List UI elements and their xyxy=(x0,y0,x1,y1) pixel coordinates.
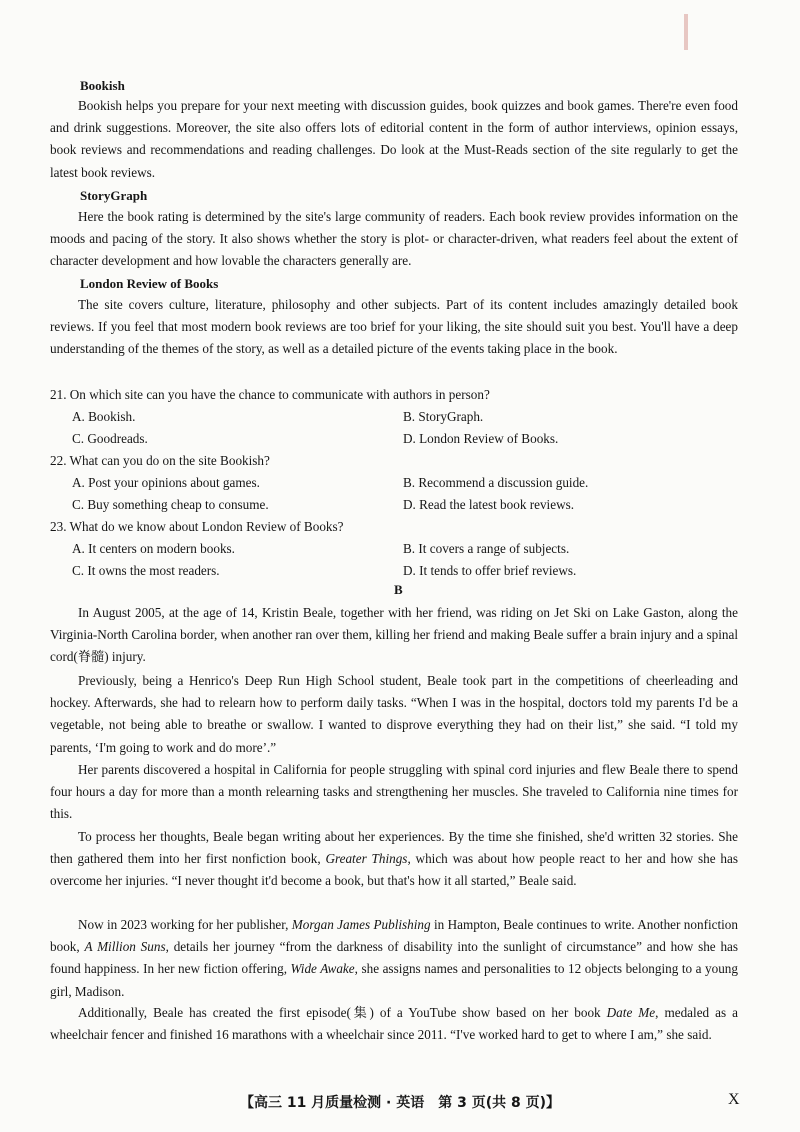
passage-b-paragraph-6 xyxy=(50,1002,738,1046)
book-title-date-me: Date Me xyxy=(606,1005,656,1020)
section-title-storygraph: StoryGraph xyxy=(80,188,148,203)
p5-text-e: , details her journey “from the darkness of disability into the sunlight of circumstance” and how she has found happiness. In her new fiction offering, xyxy=(50,939,739,977)
q22-option-d: D. Read the latest book reviews. xyxy=(403,497,575,512)
p6-text-c: , medaled as a wheelchair fencer and finished 16 marathons with a wheelchair since 2011. “I've worked hard to get to where I am,” she said. xyxy=(50,1005,739,1043)
section-text-bookish: Bookish helps you prepare for your next meeting with discussion guides, book quizzes and book games. There're even food and drink suggestions. Moreover, the site also offers lots of editorial content in the form of author interviews, opinion essays, book reviews and recommendations and reading challenges. Do look at the Must-Reads section of the site regularly to get the latest book reviews. xyxy=(50,98,738,180)
section-title-bookish: Bookish xyxy=(80,78,125,93)
book-title-a-million-suns: A Million Suns xyxy=(84,939,166,955)
q23-option-d: D. It tends to offer brief reviews. xyxy=(403,563,577,578)
q21-option-b: B. StoryGraph. xyxy=(403,409,484,424)
question-23: 23. What do we know about London Review of Books? xyxy=(50,519,344,534)
p4-text-a: To process her thoughts, Beale began writing about her experiences. By the time she finished, she'd written 32 stories. She then gathered them into her first nonfiction book, xyxy=(50,829,738,867)
part-b-label: B xyxy=(394,582,403,597)
passage-b-paragraph-2: Previously, being a Henrico's Deep Run High School student, Beale took part in the competitions of cheerleading and hockey. Afterwards, she had to relearn how to perform daily tasks. “When I was in the hospital, doctors told my parents I'd be a vegetable, not being able to breathe or swallow. I wanted to disprove everything they had on their list,” she said. “I told my parents, ‘I'm going to work and do more’.” xyxy=(50,673,738,755)
q23-option-a: A. It centers on modern books. xyxy=(72,541,235,556)
section-title-london-review: London Review of Books xyxy=(80,276,219,291)
q22-option-b: B. Recommend a discussion guide. xyxy=(403,475,589,490)
passage-b-paragraph-3: Her parents discovered a hospital in California for people struggling with spinal cord injuries and flew Beale there to spend four hours a day for more than a month relearning tasks and strengthening her muscles. She traveled to California nine times for this. xyxy=(50,762,738,822)
q21-option-a: A. Bookish. xyxy=(72,409,136,424)
publisher-name: Morgan James Publishing xyxy=(291,917,431,932)
passage-b-paragraph-5 xyxy=(50,914,738,1003)
paper-version-mark: X xyxy=(728,1091,740,1108)
q23-option-b: B. It covers a range of subjects. xyxy=(403,541,570,556)
p5-text-c: in Hampton, Beale continues to write. Another nonfiction book, xyxy=(50,917,738,955)
section-text-london-review: The site covers culture, literature, philosophy and other subjects. Part of its content includes amazingly detailed book reviews. If you feel that most modern book reviews are too brief for your liking, the site should suit you best. You'll have a deep understanding of the themes of the story, as well as a detailed picture of the events taking place in the book. xyxy=(50,297,738,357)
p6-text-a: Additionally, Beale has created the first episode(集) of a YouTube show based on her book xyxy=(78,1005,607,1020)
passage-b-paragraph-1: In August 2005, at the age of 14, Kristin Beale, together with her friend, was riding on Jet Ski on Lake Gaston, along the Virginia-North Carolina border, when another ran over them, killing her friend and making Beale suffer a brain injury and a spinal cord(脊髓) injury. xyxy=(50,605,738,665)
book-title-greater-things: Greater Things xyxy=(325,851,408,867)
page-footer: 【高三 11 月质量检测 · 英语 第 3 页(共 8 页)】 xyxy=(239,1095,561,1111)
question-21: 21. On which site can you have the chance to communicate with authors in person? xyxy=(50,387,490,402)
book-title-wide-awake: Wide Awake xyxy=(290,961,355,977)
q21-option-c: C. Goodreads. xyxy=(72,431,148,446)
q23-option-c: C. It owns the most readers. xyxy=(72,563,220,578)
q22-option-a: A. Post your opinions about games. xyxy=(72,475,260,490)
q22-option-c: C. Buy something cheap to consume. xyxy=(72,497,269,512)
passage-b-paragraph-4 xyxy=(50,826,738,893)
section-text-storygraph: Here the book rating is determined by the site's large community of readers. Each book review provides information on the moods and pacing of the story. It also shows whether the story is plot- or character-driven, what readers feel about the extent of character development and how lovable the characters generally are. xyxy=(50,209,738,269)
p4-text-c: , which was about how people react to her and how she has overcome her injuries. “I never thought it'd become a book, but that's how it all started,” Beale said. xyxy=(50,851,738,889)
q21-option-d: D. London Review of Books. xyxy=(403,431,559,446)
question-22: 22. What can you do on the site Bookish? xyxy=(50,453,270,468)
scan-mark xyxy=(684,14,688,50)
p5-text-a: Now in 2023 working for her publisher, xyxy=(78,917,292,932)
p5-text-g: , she assigns names and personalities to 12 objects belonging to a young girl, Madison. xyxy=(50,961,738,999)
